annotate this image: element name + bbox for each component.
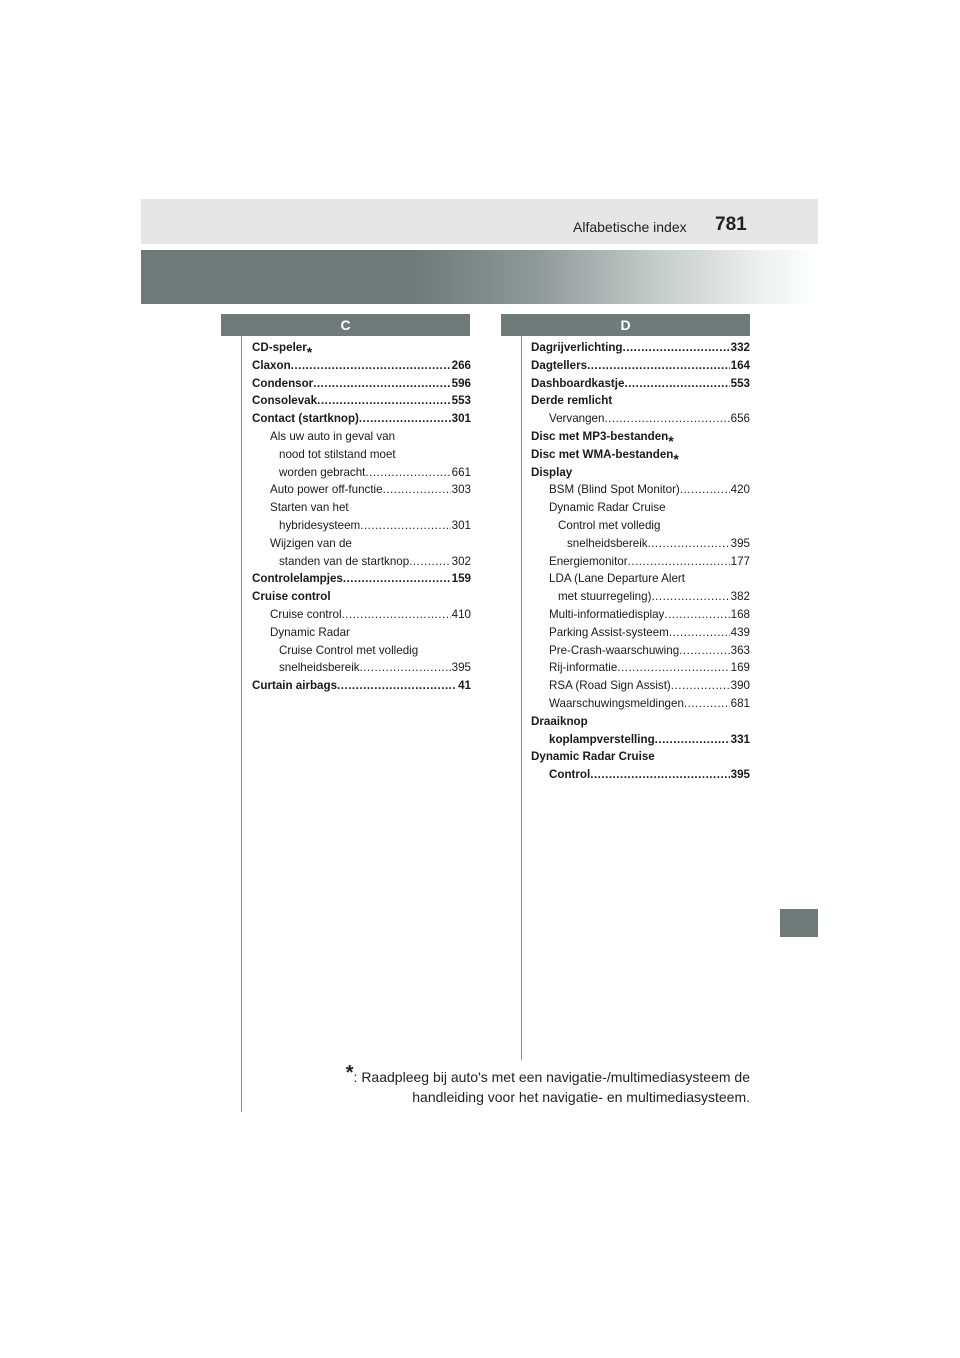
entry-page-number[interactable]: 661 (451, 465, 471, 479)
dot-leader (365, 464, 450, 482)
entry-label: Control met volledig (558, 518, 661, 532)
entry-label: Waarschuwingsmeldingen (549, 696, 684, 710)
index-entry (531, 464, 750, 482)
index-entry (252, 446, 471, 464)
entry-label: BSM (Blind Spot Monitor) (549, 483, 680, 497)
index-entry (531, 713, 750, 731)
dot-leader (360, 659, 451, 677)
dot-leader (669, 624, 730, 642)
entry-label: Cruise Control met volledig (279, 643, 419, 657)
index-entry[interactable] (531, 553, 750, 571)
entry-label: snelheidsbereik (279, 661, 360, 675)
entry-label: nood tot stilstand moet (279, 447, 396, 461)
index-entry: Disc met WMA-bestanden * (531, 447, 679, 467)
index-column-d (531, 339, 750, 784)
entry-page-number[interactable]: 159 (451, 572, 471, 586)
index-entry[interactable] (252, 659, 471, 677)
index-entry: CD-speler * (252, 341, 313, 360)
index-entry[interactable] (531, 375, 750, 393)
column-divider (521, 336, 522, 1060)
entry-label: CD-speler (252, 341, 307, 354)
entry-label: Cruise control (252, 590, 331, 604)
index-entry (531, 499, 750, 517)
entry-page-number[interactable]: 382 (730, 590, 750, 604)
dot-leader (360, 517, 450, 535)
entry-page-number[interactable]: 41 (458, 679, 471, 693)
index-entry (252, 588, 471, 606)
entry-page-number[interactable]: 266 (451, 358, 471, 372)
index-entry[interactable] (252, 392, 471, 410)
dot-leader (651, 588, 729, 606)
index-entry[interactable] (531, 731, 750, 749)
dot-leader (624, 375, 729, 393)
entry-label: hybridesysteem (279, 518, 361, 532)
entry-label: Pre-Crash-waarschuwing (549, 643, 680, 657)
entry-page-number[interactable]: 331 (730, 732, 750, 746)
entry-label: koplampverstelling (549, 732, 655, 746)
entry-label: Multi-informatiedisplay (549, 607, 665, 621)
index-entry[interactable] (252, 464, 471, 482)
left-margin-rule (241, 336, 242, 1112)
entry-label: Auto power off-functie (270, 483, 383, 497)
entry-page-number[interactable]: 164 (730, 358, 750, 372)
dot-leader (342, 606, 451, 624)
entry-label: Claxon (252, 358, 291, 372)
dot-leader (313, 375, 450, 393)
header-title: Alfabetische index (573, 219, 687, 235)
dot-leader (590, 766, 729, 784)
index-entry[interactable] (252, 553, 471, 571)
index-entry (252, 535, 471, 553)
index-entry[interactable] (252, 481, 471, 499)
index-column-c (252, 339, 471, 695)
entry-label: RSA (Road Sign Assist) (549, 679, 671, 693)
entry-label: Control (549, 768, 591, 782)
entry-page-number[interactable]: 363 (730, 643, 750, 657)
dot-leader (680, 481, 730, 499)
entry-page-number[interactable]: 395 (451, 661, 471, 675)
index-entry[interactable] (531, 624, 750, 642)
index-entry[interactable] (531, 695, 750, 713)
dot-leader (337, 677, 457, 695)
entry-page-number[interactable]: 395 (730, 768, 750, 782)
entry-label: Condensor (252, 376, 314, 390)
entry-label: Rij-informatie (549, 661, 618, 675)
dot-leader (291, 357, 451, 375)
dot-leader (617, 659, 729, 677)
entry-label: worden gebracht (279, 465, 366, 479)
entry-label: Parking Assist-systeem (549, 625, 669, 639)
dot-leader (409, 553, 450, 571)
entry-label: Disc met WMA-bestanden (531, 447, 674, 461)
index-entry[interactable] (531, 659, 750, 677)
entry-page-number[interactable]: 390 (730, 679, 750, 693)
entry-label: LDA (Lane Departure Alert (549, 572, 685, 586)
entry-page-number[interactable]: 395 (730, 536, 750, 550)
entry-label: Curtain airbags (252, 679, 338, 693)
entry-label: Dagrijverlichting (531, 341, 623, 354)
index-entry[interactable] (531, 481, 750, 499)
entry-page-number[interactable]: 303 (451, 483, 471, 497)
index-entry[interactable] (252, 570, 471, 588)
entry-label: Dynamic Radar Cruise (549, 501, 666, 515)
index-entry (252, 499, 471, 517)
entry-label: Dynamic Radar Cruise (531, 750, 655, 764)
dot-leader (604, 410, 729, 428)
index-entry[interactable] (531, 642, 750, 660)
index-entry (531, 517, 750, 535)
entry-page-number[interactable]: 439 (730, 625, 750, 639)
index-entry[interactable] (252, 517, 471, 535)
index-entry (531, 748, 750, 766)
entry-page-number[interactable]: 656 (730, 412, 750, 426)
entry-label: Draaiknop (531, 714, 588, 728)
dot-leader (587, 357, 730, 375)
entry-page-number[interactable]: 553 (451, 394, 471, 408)
index-entry[interactable] (252, 375, 471, 393)
footnote-star: * (345, 1062, 354, 1084)
entry-label: Dashboardkastje (531, 376, 625, 390)
dot-leader (655, 731, 730, 749)
entry-page-number[interactable]: 169 (730, 661, 750, 675)
dot-leader (383, 481, 451, 499)
entry-label: standen van de startknop (279, 554, 410, 568)
entry-label: Controlelampjes (252, 572, 343, 586)
dot-leader (628, 553, 730, 571)
index-entry: Disc met MP3-bestanden * (531, 429, 674, 449)
entry-page-number[interactable]: 420 (730, 483, 750, 497)
index-entry[interactable] (252, 410, 471, 428)
entry-label: Disc met MP3-bestanden (531, 429, 669, 443)
entry-label: Energiemonitor (549, 554, 628, 568)
footnote-line-2: handleiding voor het navigatie- en multimediasysteem. (412, 1089, 750, 1105)
index-entry[interactable] (531, 588, 750, 606)
footnote-line-1: : Raadpleeg bij auto's met een navigatie-/multimediasysteem de (353, 1069, 750, 1085)
index-entry[interactable] (531, 410, 750, 428)
index-entry[interactable] (252, 677, 471, 695)
dot-leader (684, 695, 730, 713)
entry-label: Contact (startknop) (252, 412, 359, 426)
entry-label: Dagtellers (531, 358, 588, 372)
index-entry (252, 642, 471, 660)
section-header-d: D (501, 314, 750, 336)
index-entry (252, 624, 471, 642)
entry-page-number[interactable]: 177 (730, 554, 750, 568)
page-number: 781 (715, 214, 747, 235)
entry-page-number[interactable]: 410 (451, 607, 471, 621)
index-entry[interactable] (531, 357, 750, 375)
index-entry[interactable] (531, 535, 750, 553)
index-entry[interactable] (252, 606, 471, 624)
entry-page-number[interactable]: 301 (451, 412, 471, 426)
entry-label: met stuurregeling) (558, 590, 652, 604)
entry-page-number[interactable]: 596 (451, 376, 471, 390)
entry-label: Consolevak (252, 394, 318, 408)
entry-label: Als uw auto in geval van (270, 429, 396, 443)
section-header-c: C (221, 314, 470, 336)
dot-leader (317, 392, 451, 410)
dot-leader (622, 339, 729, 357)
entry-page-number[interactable]: 168 (730, 607, 750, 621)
entry-page-number[interactable]: 553 (730, 376, 750, 390)
entry-page-number[interactable]: 332 (730, 341, 750, 354)
index-entry[interactable] (531, 677, 750, 695)
index-entry[interactable] (531, 766, 750, 784)
entry-label: snelheidsbereik (567, 536, 648, 550)
index-entry[interactable] (252, 357, 471, 375)
footnote (330, 1062, 750, 1107)
entry-label: Dynamic Radar (270, 625, 350, 639)
entry-label: Vervangen (549, 412, 605, 426)
dot-leader (664, 606, 729, 624)
entry-label: Derde remlicht (531, 394, 613, 408)
entry-label: Starten van het (270, 501, 349, 515)
index-entry[interactable] (531, 339, 750, 357)
dot-leader (343, 570, 451, 588)
dot-leader (679, 642, 730, 660)
dot-leader (671, 677, 730, 695)
index-entry (531, 392, 750, 410)
dot-leader (648, 535, 730, 553)
entry-page-number[interactable]: 301 (451, 518, 471, 532)
entry-label: Wijzigen van de (270, 536, 352, 550)
chapter-banner (141, 250, 818, 304)
index-entry (531, 570, 750, 588)
dot-leader (359, 410, 451, 428)
index-entry (252, 428, 471, 446)
entry-page-number[interactable]: 302 (451, 554, 471, 568)
index-entry[interactable] (531, 606, 750, 624)
entry-label: Display (531, 465, 573, 479)
chapter-thumb-tab[interactable] (780, 909, 818, 937)
entry-page-number[interactable]: 681 (730, 696, 750, 710)
entry-label: Cruise control (270, 607, 342, 621)
